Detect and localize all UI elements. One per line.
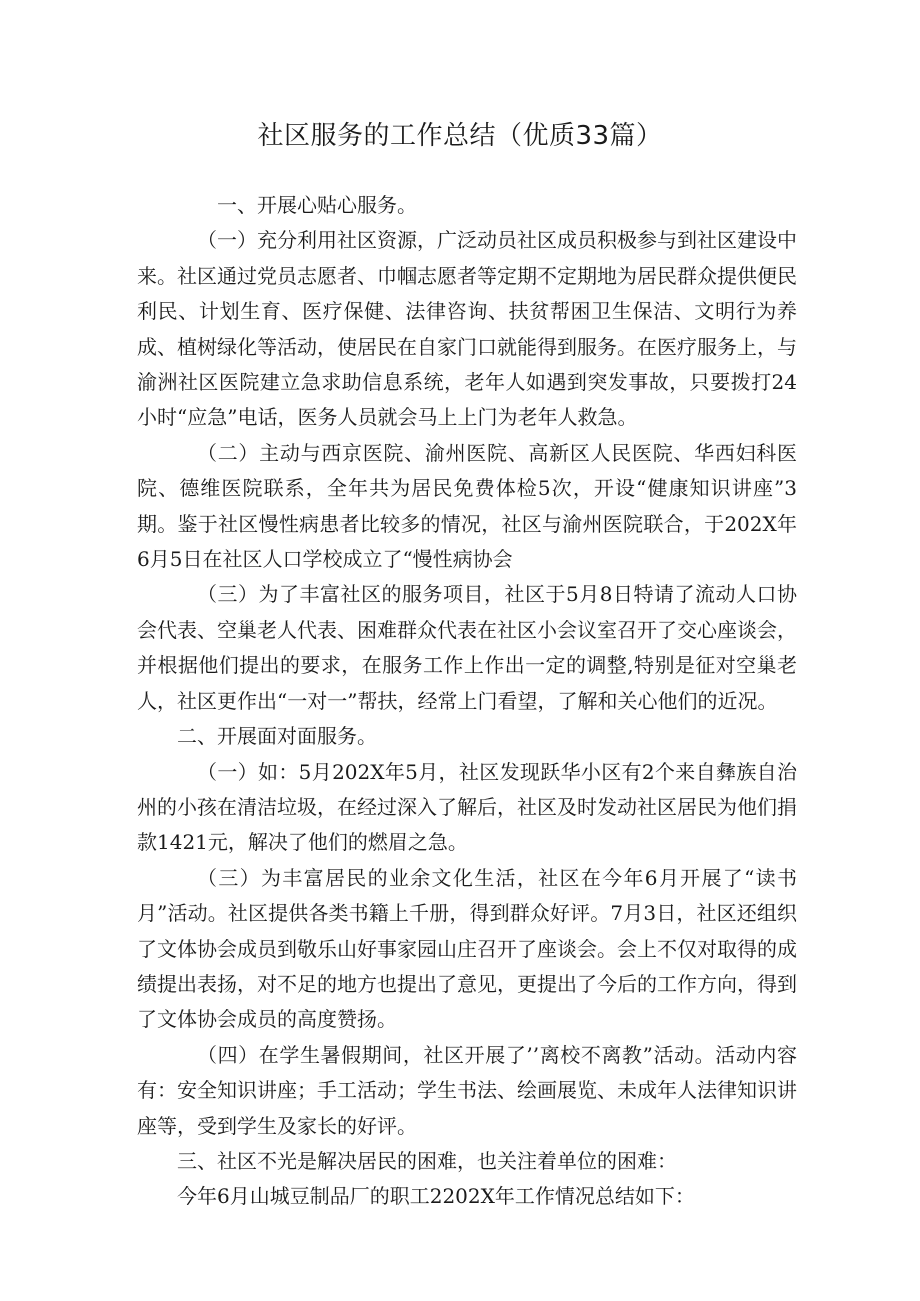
- paragraph: 今年6月山城豆制品厂的职工2202X年工作情况总结如下：: [177, 1184, 695, 1209]
- paragraph: （一）充分利用社区资源，广泛动员社区成员积极参与到社区建设中来。社区通过党员志愿者、巾帼志愿者等定期不定期地为居民群众提供便民利民、计划生育、医疗保健、法律咨询、扶贫帮困卫生保洁、文明行为养成、植树绿化等活动，使居民在自家门口就能得到服务。在医疗服务上，与渝洲社区医院建立急求助信息系统，老年人如遇到突发事故，只要拨打24小时“应急”电话，医务人员就会马上上门为老年人救急。: [137, 228, 797, 430]
- paragraph: （一）如：5月202X年5月，社区发现跃华小区有2个来自彝族自治州的小孩在清洁垃圾，在经过深入了解后，社区及时发动社区居民为他们捐款1421元，解决了他们的燃眉之急。: [137, 759, 797, 855]
- section-heading-3: 三、社区不光是解决居民的困难，也关注着单位的困难：: [177, 1148, 677, 1173]
- paragraph: （三）为丰富居民的业余文化生活，社区在今年6月开展了“读书月”活动。社区提供各类书籍上千册，得到群众好评。7月3日，社区还组织了文体协会成员到敬乐山好事家园山庄召开了座谈会。会上不仅对取得的成绩提出表扬，对不足的地方也提出了意见，更提出了今后的工作方向，得到了文体协会成员的高度赞扬。: [137, 865, 797, 1032]
- section-heading-2: 二、开展面对面服务。: [177, 724, 377, 749]
- paragraph: （四）在学生暑假期间，社区开展了’’离校不离教”活动。活动内容有：安全知识讲座；手工活动；学生书法、绘画展览、未成年人法律知识讲座等，受到学生及家长的好评。: [137, 1042, 797, 1138]
- paragraph: （三）为了丰富社区的服务项目，社区于5月8日特请了流动人口协会代表、空巢老人代表、困难群众代表在社区小会议室召开了交心座谈会，并根据他们提出的要求，在服务工作上作出一定的调整,特别是征对空巢老人，社区更作出“一对一”帮扶，经常上门看望，了解和关心他们的近况。: [137, 582, 797, 713]
- paragraph: （二）主动与西京医院、渝州医院、高新区人民医院、华西妇科医院、德维医院联系，全年共为居民免费体检5次，开设“健康知识讲座”3期。鉴于社区慢性病患者比较多的情况，社区与渝州医院联合，于202X年6月5日在社区人口学校成立了“慢性病协会: [137, 440, 797, 572]
- document-title: 社区服务的工作总结（优质33篇）: [257, 121, 663, 151]
- document-body: [137, 188, 797, 1215]
- section-heading-1: 一、开展心贴心服务。: [217, 193, 417, 217]
